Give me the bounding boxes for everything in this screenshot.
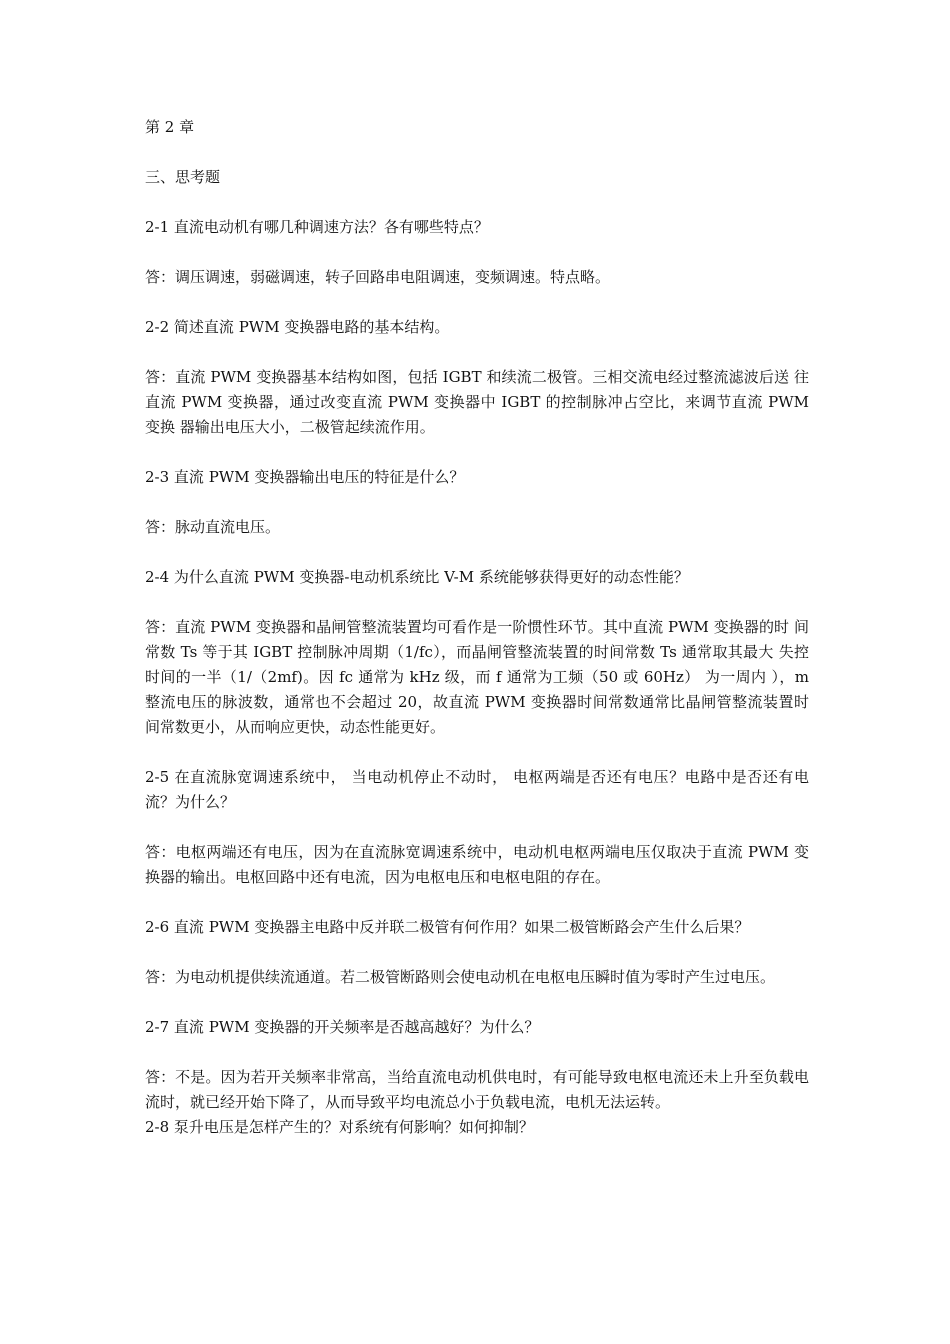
question-2-3: 2-3 直流 PWM 变换器输出电压的特征是什么？ xyxy=(145,468,465,486)
question-2-7: 2-7 直流 PWM 变换器的开关频率是否越高越好？为什么？ xyxy=(145,1018,540,1036)
question-2-5: 2-5 在直流脉宽调速系统中， 当电动机停止不动时， 电枢两端是否还有电压？电路中是否还有电 流？为什么？ xyxy=(145,768,809,811)
answer-2-6: 答：为电动机提供续流通道。若二极管断路则会使电动机在电枢电压瞬时值为零时产生过电压。 xyxy=(145,968,776,986)
answer-2-4: 答：直流 PWM 变换器和晶闸管整流装置均可看作是一阶惯性环节。其中直流 PWM 变换器的时 间常数 Ts 等于其 IGBT 控制脉冲周期（1/fc），而晶闸管整流装置的时间常数 Ts 通常取其最大 失控时间的一半（1/（2mf)。因 fc 通常为 kHz 级，而 f 通常为工频（50 或 60Hz） 为一周内 ），m 整流电压的脉波数，通常也不会超过 20，故直流 PWM 变换器时间常数通常比晶闸管整流装置时 间常数更小，从而响应更快，动态性能更好。 xyxy=(145,618,809,736)
answer-2-7: 答：不是。因为若开关频率非常高，当给直流电动机供电时，有可能导致电枢电流还未上升至负载电流时，就已经开始下降了，从而导致平均电流总小于负载电流，电机无法运转。 xyxy=(145,1068,809,1111)
answer-2-5: 答：电枢两端还有电压，因为在直流脉宽调速系统中，电动机电枢两端电压仅取决于直流 PWM 变换器的输出。电枢回路中还有电流，因为电枢电压和电枢电阻的存在。 xyxy=(145,843,809,886)
document-page xyxy=(145,115,809,1140)
question-2-2: 2-2 简述直流 PWM 变换器电路的基本结构。 xyxy=(145,318,450,336)
question-2-1: 2-1 直流电动机有哪几种调速方法？各有哪些特点？ xyxy=(145,218,489,236)
answer-2-3: 答：脉动直流电压。 xyxy=(145,518,281,536)
question-2-4: 2-4 为什么直流 PWM 变换器-电动机系统比 V-M 系统能够获得更好的动态性能？ xyxy=(145,568,689,586)
answer-2-1: 答：调压调速，弱磁调速，转子回路串电阻调速，变频调速。特点略。 xyxy=(145,268,611,286)
answer-2-2: 答：直流 PWM 变换器基本结构如图，包括 IGBT 和续流二极管。三相交流电经过整流滤波后送 往直流 PWM 变换器，通过改变直流 PWM 变换器中 IGBT 的控制脉冲占空比，来调节直流 PWM 变换 器输出电压大小，二极管起续流作用。 xyxy=(145,368,809,436)
question-2-6: 2-6 直流 PWM 变换器主电路中反并联二极管有何作用？如果二极管断路会产生什么后果？ xyxy=(145,918,750,936)
chapter-title: 第 2 章 xyxy=(145,118,195,136)
section-heading: 三、思考题 xyxy=(145,168,221,186)
question-2-8: 2-8 泵升电压是怎样产生的？对系统有何影响？如何抑制？ xyxy=(145,1118,534,1136)
